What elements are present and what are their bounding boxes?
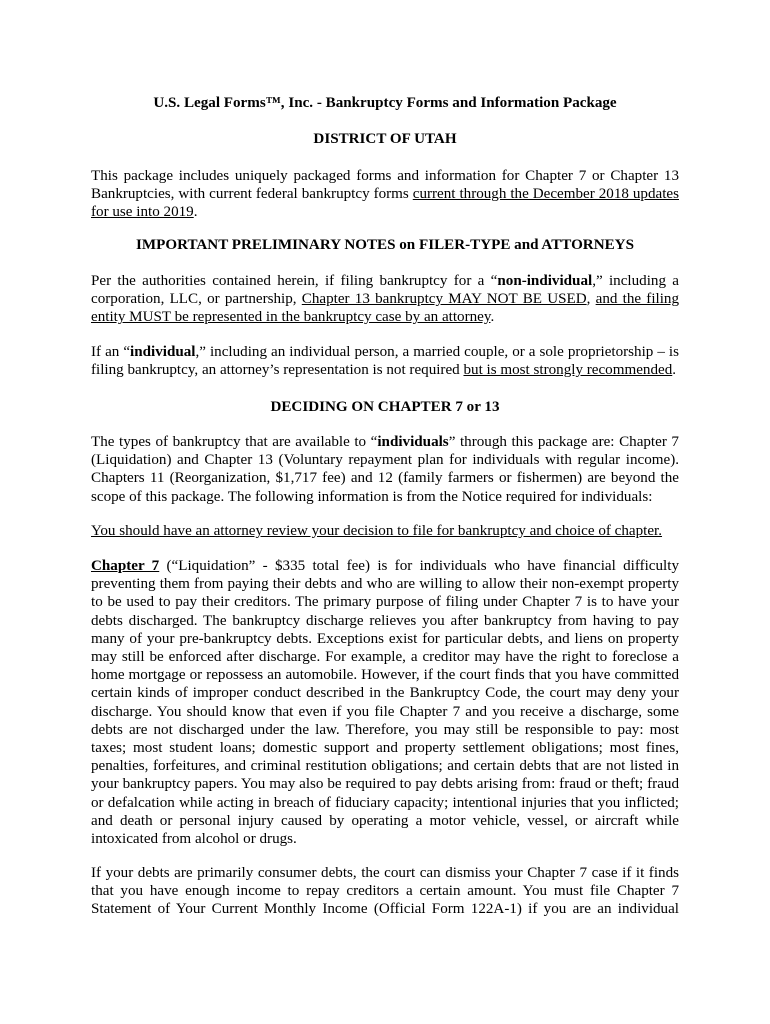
chapter7-line: preventing them from paying their debts and who are willing to allow their non-exempt property <box>91 576 679 593</box>
text: . <box>672 362 677 379</box>
text: . <box>490 309 495 326</box>
chapter7-line: certain kinds of improper conduct described in the Bankruptcy Code, the court may deny your <box>91 685 679 702</box>
attorney-advice: You should have an attorney review your decision to file for bankruptcy and choice of chapter. <box>91 523 663 539</box>
notes-heading: IMPORTANT PRELIMINARY NOTES on FILER-TYPE and ATTORNEYS <box>136 237 634 253</box>
chapter7-line: to be used to pay their creditors. The primary purpose of filing under Chapter 7 is to have your <box>91 594 679 611</box>
chapter7-line: debts discharged. The bankruptcy discharge relieves you after bankruptcy from having to pay <box>91 612 679 629</box>
chapter7-line: may still be enforced after discharge. For example, a creditor may have the right to foreclose a <box>91 649 679 666</box>
text: ,” including a <box>592 273 679 289</box>
intro-line-2 <box>91 185 679 203</box>
bold-term: individual <box>130 344 196 360</box>
consumer-line: Statement of Your Current Monthly Income (Official Form 122A-1) if you are an individual <box>91 901 679 918</box>
types-line-3: Chapters 11 (Reorganization, $1,717 fee) and 12 (family farmers or fishermen) are beyond the <box>91 470 679 487</box>
forms-update-link: current through the December 2018 updates <box>412 186 679 203</box>
chapter7-line: taxes; most student loans; domestic support and property settlement obligations; most fines, <box>91 740 679 757</box>
chapter7-line: home mortgage or repossess an automobile. However, if the court finds that you have committed <box>91 667 679 684</box>
consumer-line: that you have enough income to repay creditors a certain amount. You must file Chapter 7 <box>91 883 679 900</box>
chapter7-line: many of your pre-bankruptcy debts. Exceptions exist for particular debts, and liens on property <box>91 630 679 647</box>
types-paragraph <box>91 433 679 506</box>
intro-line-3 <box>91 203 679 221</box>
non-individual-line-1 <box>91 272 679 290</box>
non-individual-line-3 <box>91 308 679 326</box>
chapter7-line: and death or personal injury caused by operating a motor vehicle, vessel, or aircraft while <box>91 812 679 829</box>
types-line-1 <box>91 433 679 451</box>
individual-line-1 <box>91 343 679 361</box>
intro-line-1: This package includes uniquely packaged forms and information for Chapter 7 or Chapter 13 <box>91 168 679 184</box>
chapter7-line <box>91 557 679 575</box>
deciding-heading: DECIDING ON CHAPTER 7 or 13 <box>270 399 500 415</box>
underlined-text: and the filing <box>595 291 680 308</box>
intro-text: Bankruptcies, with current federal bankruptcy forms <box>91 186 413 203</box>
underlined-text: but is most strongly recommended <box>463 362 673 379</box>
intro-period: . <box>193 204 198 221</box>
chapter7-line: intoxicated from alcohol or drugs. <box>91 831 297 848</box>
text: ” through this package are: Chapter 7 <box>448 434 679 450</box>
document-title: U.S. Legal Forms™, Inc. - Bankruptcy Forms and Information Package <box>153 95 617 111</box>
consumer-debts-paragraph <box>91 864 679 919</box>
chapter7-line: or defalcation while acting in breach of fiduciary capacity; intentional injuries that you inflicted; <box>91 794 679 811</box>
underlined-text: Chapter 13 bankruptcy MAY NOT BE USED <box>301 291 587 308</box>
types-line-2: (Liquidation) and Chapter 13 (Voluntary repayment plan for individuals with regular income). <box>91 452 679 469</box>
chapter7-paragraph <box>91 557 679 848</box>
text: corporation, LLC, or partnership, <box>91 291 302 308</box>
chapter7-line: penalties, forfeitures, and criminal restitution obligations; and certain debts that are not listed in <box>91 758 679 775</box>
chapter7-line: discharge. You should know that even if you file Chapter 7 and you receive a discharge, some <box>91 703 679 720</box>
underlined-text: entity MUST be represented in the bankruptcy case by an attorney <box>91 309 491 326</box>
bold-term: non-individual <box>497 273 593 289</box>
text: (“Liquidation” - $335 total fee) is for individuals who have financial difficulty <box>159 558 679 574</box>
chapter7-line: your bankruptcy papers. You may also be required to pay debts arising from: fraud or theft; fraud <box>91 776 679 793</box>
individual-paragraph <box>91 343 679 379</box>
individual-line-2 <box>91 361 679 379</box>
non-individual-paragraph <box>91 272 679 327</box>
chapter7-label: Chapter 7 <box>91 558 160 574</box>
forms-year-link: for use into 2019 <box>91 204 194 221</box>
text: Per the authorities contained herein, if filing bankruptcy for a “ <box>91 273 498 289</box>
text: , <box>586 291 596 308</box>
non-individual-line-2 <box>91 290 679 308</box>
consumer-line: If your debts are primarily consumer debts, the court can dismiss your Chapter 7 case if it finds <box>91 865 679 881</box>
text: ,” including an individual person, a married couple, or a sole proprietorship – is <box>195 344 679 360</box>
bold-term: individuals <box>377 434 449 450</box>
types-line-4: scope of this package. The following information is from the Notice required for individuals: <box>91 488 653 505</box>
text: The types of bankruptcy that are available to “ <box>91 434 378 450</box>
district-heading: DISTRICT OF UTAH <box>313 131 457 147</box>
text: filing bankruptcy, an attorney’s representation is not required <box>91 362 464 379</box>
text: If an “ <box>91 344 131 360</box>
chapter7-line: debts are not discharged under the law. Therefore, you may still be responsible to pay: most <box>91 721 679 738</box>
intro-paragraph <box>91 167 679 222</box>
